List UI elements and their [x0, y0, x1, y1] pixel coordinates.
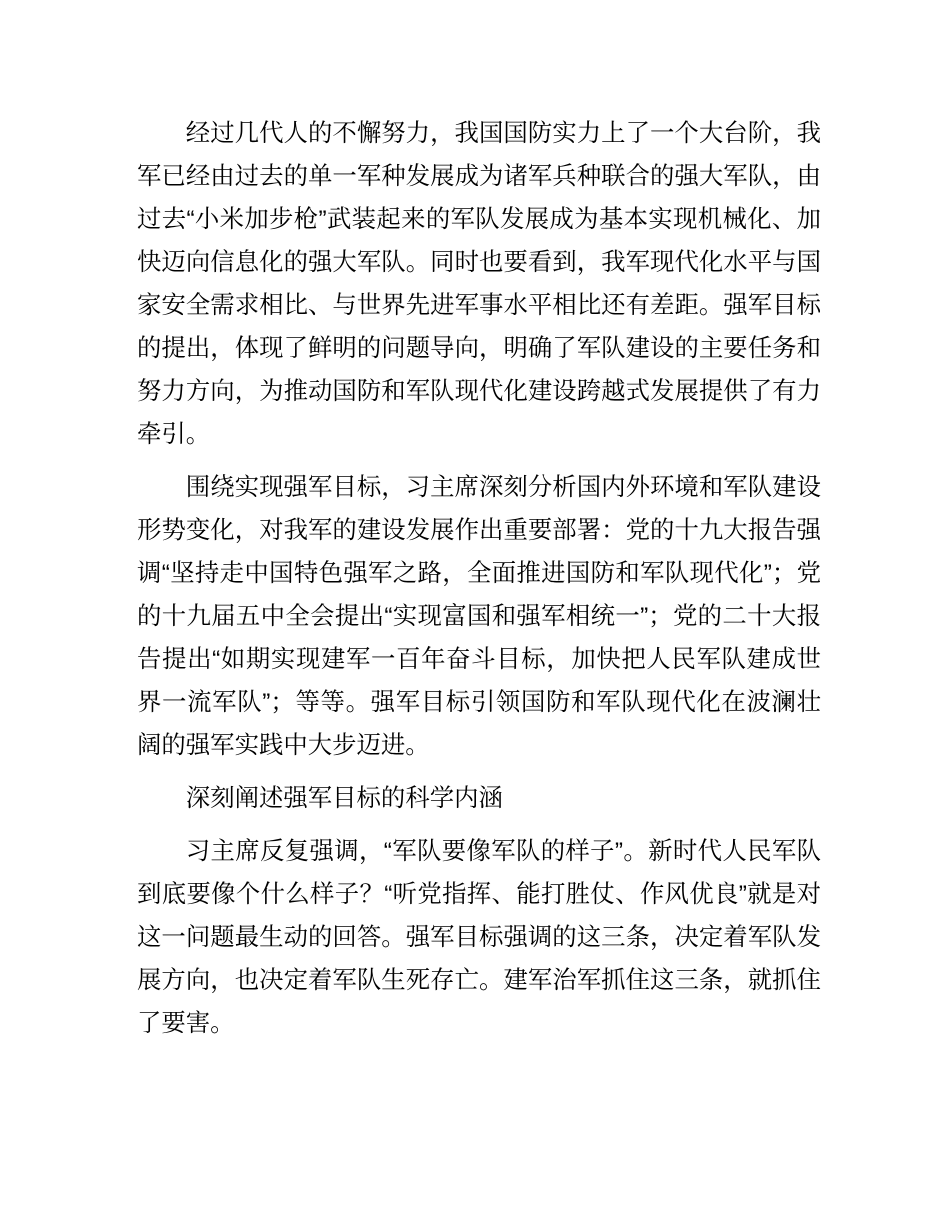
paragraph-2: 围绕实现强军目标，习主席深刻分析国内外环境和军队建设形势变化，对我军的建设发展作出重要部署：党的十九大报告强调“坚持走中国特色强军之路，全面推进国防和军队现代化”；党的十九届五中全会提出“实现富国和强军相统一”；党的二十大报告提出“如期实现建军一百年奋斗目标，加快把人民军队建成世界一流军队”；等等。强军目标引领国防和军队现代化在波澜壮阔的强军实践中大步迈进。 [137, 474, 821, 759]
section-heading: 深刻阐述强军目标的科学内涵 [185, 785, 503, 812]
paragraph-1: 经过几代人的不懈努力，我国国防实力上了一个大台阶，我军已经由过去的单一军种发展成为诸军兵种联合的强大军队，由过去“小米加步枪”武装起来的军队发展成为基本实现机械化、加快迈向信息化的强大军队。同时也要看到，我军现代化水平与国家安全需求相比、与世界先进军事水平相比还有差距。强军目标的提出，体现了鲜明的问题导向，明确了军队建设的主要任务和努力方向，为推动国防和军队现代化建设跨越式发展提供了有力牵引。 [137, 120, 821, 448]
paragraph-3: 习主席反复强调，“军队要像军队的样子”。新时代人民军队到底要像个什么样子？“听党指挥、能打胜仗、作风优良”就是对这一问题最生动的回答。强军目标强调的这三条，决定着军队发展方向，也决定着军队生死存亡。建军治军抓住这三条，就抓住了要害。 [137, 838, 821, 1037]
